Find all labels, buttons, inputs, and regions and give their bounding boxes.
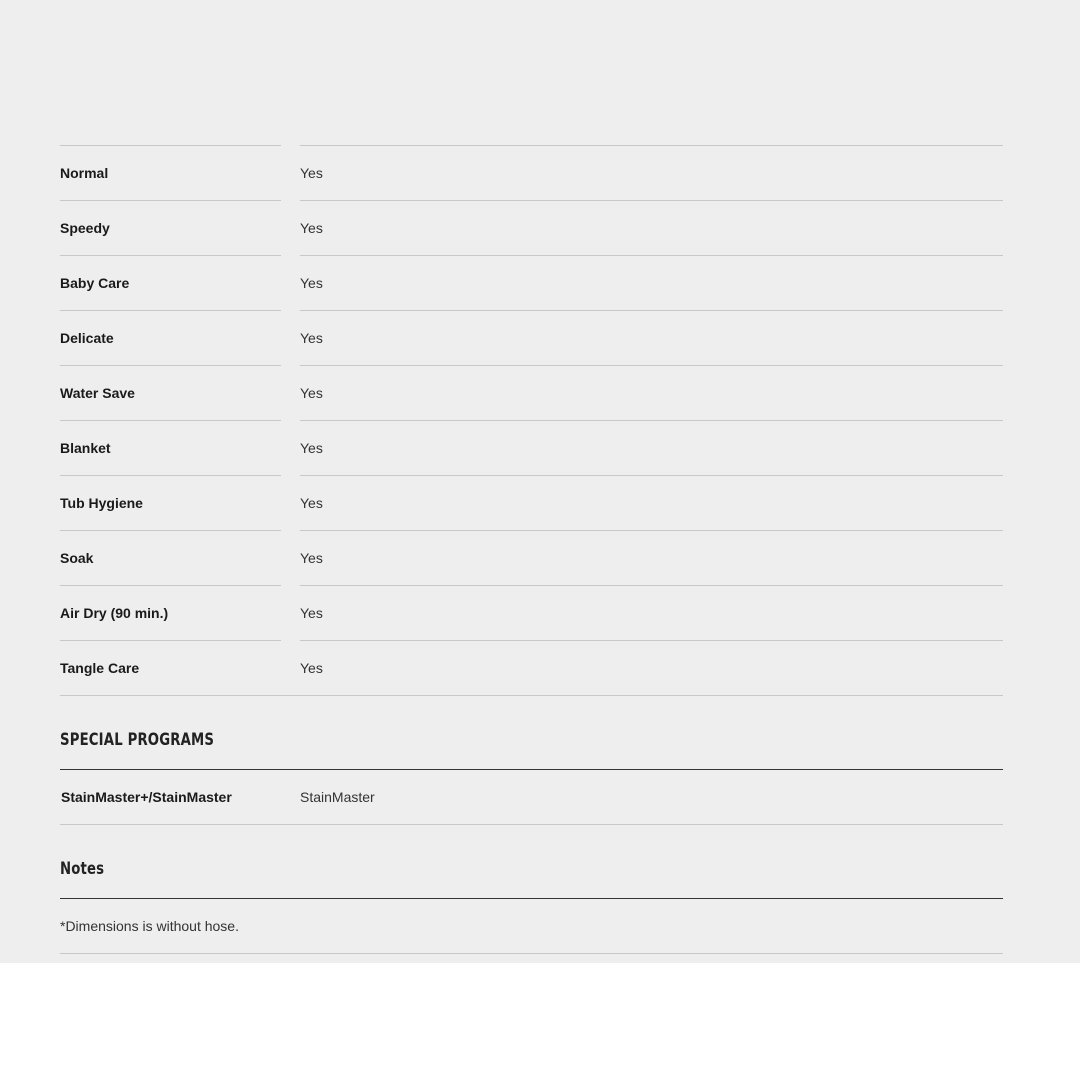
spec-label: Tub Hygiene (60, 495, 143, 511)
spec-row-normal (60, 145, 1003, 200)
row-divider (60, 310, 281, 311)
section-divider (60, 769, 1003, 770)
spec-label: Air Dry (90 min.) (60, 605, 169, 621)
row-divider (300, 365, 1003, 366)
spec-value: Yes (300, 330, 323, 346)
spec-value: Yes (300, 605, 323, 621)
special-programs-heading: SPECIAL PROGRAMS (60, 730, 215, 750)
row-divider (300, 200, 1003, 201)
spec-row-tangle-care (60, 640, 1003, 695)
spec-label: Soak (60, 550, 94, 566)
spec-label: Water Save (60, 385, 135, 401)
spec-value: Yes (300, 660, 323, 676)
spec-value: Yes (300, 440, 323, 456)
spec-label: Blanket (60, 440, 111, 456)
row-divider (300, 310, 1003, 311)
row-divider (60, 255, 281, 256)
spec-value: Yes (300, 550, 323, 566)
row-divider (60, 824, 1003, 825)
spec-row-speedy (60, 200, 1003, 255)
notes-heading: Notes (60, 859, 105, 879)
spec-value: StainMaster (300, 789, 375, 805)
spec-value: Yes (300, 275, 323, 291)
row-divider (300, 255, 1003, 256)
spec-value: Yes (300, 385, 323, 401)
spec-label: Normal (60, 165, 109, 181)
row-divider (60, 145, 281, 146)
spec-row-blanket (60, 420, 1003, 475)
row-divider (300, 145, 1003, 146)
programs-spec-list (60, 145, 1003, 696)
spec-label: Speedy (60, 220, 110, 236)
row-divider (60, 585, 281, 586)
note-text: *Dimensions is without hose. (60, 918, 239, 934)
spec-row-soak (60, 530, 1003, 585)
row-divider (60, 365, 281, 366)
list-end-divider (60, 695, 1003, 696)
spec-row-tub-hygiene (60, 475, 1003, 530)
row-divider (300, 640, 1003, 641)
spec-row-baby-care (60, 255, 1003, 310)
spec-label: Tangle Care (60, 660, 140, 676)
row-divider (300, 475, 1003, 476)
row-divider (300, 420, 1003, 421)
spec-value: Yes (300, 495, 323, 511)
row-divider (60, 420, 281, 421)
spec-label: StainMaster+/StainMaster (61, 789, 232, 805)
spec-label: Baby Care (60, 275, 130, 291)
spec-row-air-dry (60, 585, 1003, 640)
spec-label: Delicate (60, 330, 114, 346)
section-divider (60, 898, 1003, 899)
row-divider (300, 585, 1003, 586)
row-divider (60, 953, 1003, 954)
row-divider (60, 640, 281, 641)
row-divider (60, 475, 281, 476)
row-divider (60, 530, 281, 531)
row-divider (300, 530, 1003, 531)
spec-value: Yes (300, 220, 323, 236)
spec-row-delicate (60, 310, 1003, 365)
spec-value: Yes (300, 165, 323, 181)
spec-row-water-save (60, 365, 1003, 420)
row-divider (60, 200, 281, 201)
